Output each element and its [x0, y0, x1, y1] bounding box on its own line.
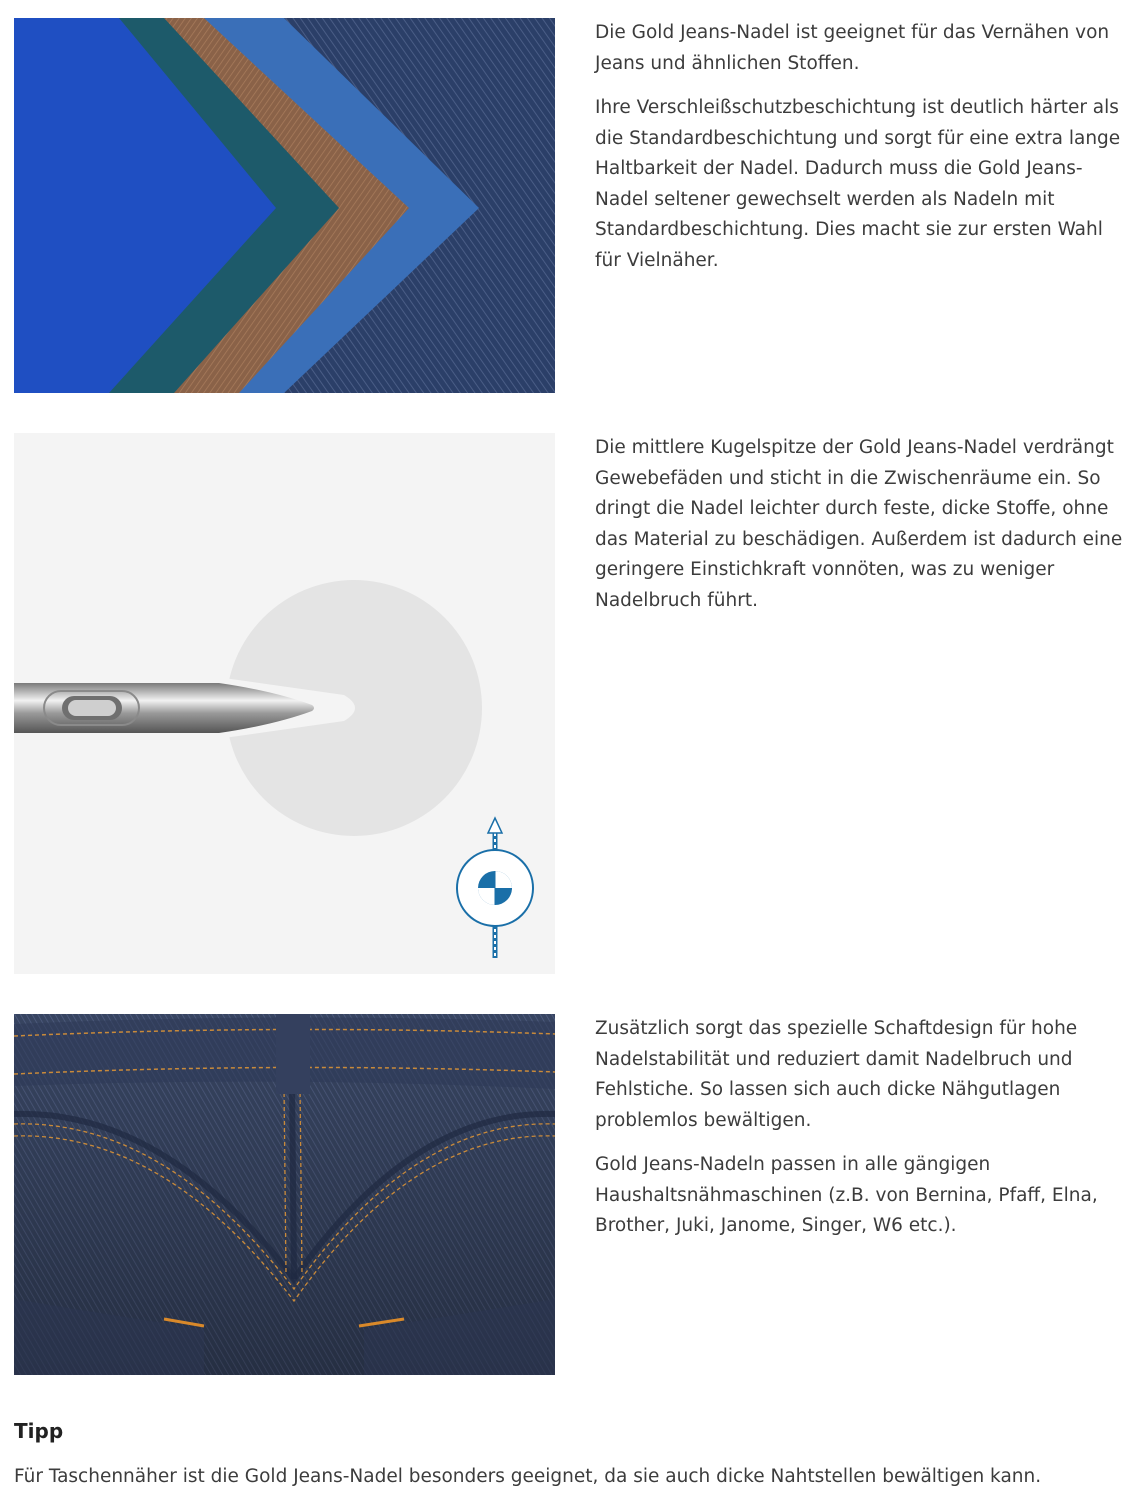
paragraph: Die mittlere Kugelspitze der Gold Jeans-Nadel verdrängt Gewebefäden und sticht in die Zwischenräume ein. So dringt die Nadel leichter durch feste, dicke Stoffe, ohne das Material zu beschädigen. Außerdem ist dadurch eine geringere Einstichkraft vonnöten, was zu weniger Nadelbruch führt.	[595, 437, 1123, 611]
paragraph: Die Gold Jeans-Nadel ist geeignet für das Vernähen von Jeans und ähnlichen Stoffen.	[595, 22, 1110, 74]
paragraph: Zusätzlich sorgt das spezielle Schaftdesign für hohe Nadelstabilität und reduziert damit Nadelbruch und Fehlstiche. So lassen sich auch dicke Nähgutlagen problemlos bewältigen.	[595, 1018, 1078, 1131]
fabric-swatches-image	[14, 18, 555, 393]
tipp-text: Für Taschennäher ist die Gold Jeans-Nadel besonders geeignet, da sie auch dicke Nahtstellen bewältigen kann.	[14, 1466, 1042, 1487]
section-2-text	[595, 433, 1127, 630]
jeans-seam-image	[14, 1014, 555, 1375]
tipp-heading: Tipp	[14, 1419, 64, 1443]
paragraph: Ihre Verschleißschutzbeschichtung ist deutlich härter als die Standardbeschichtung und sorgt für eine extra lange Haltbarkeit der Nadel. Dadurch muss die Gold Jeans-Nadel seltener gewechselt werden als Nadeln mit Standardbeschichtung. Dies macht sie zur ersten Wahl für Vielnäher.	[595, 97, 1121, 271]
section-3-text	[595, 1014, 1127, 1256]
paragraph: Gold Jeans-Nadeln passen in alle gängigen Haushaltsnähmaschinen (z.B. von Bernina, Pfaff, Elna, Brother, Juki, Janome, Singer, W6 etc.).	[595, 1154, 1098, 1236]
section-1-text	[595, 18, 1127, 290]
needle-point-diagram	[14, 433, 555, 974]
tipp-section	[14, 1417, 1124, 1491]
